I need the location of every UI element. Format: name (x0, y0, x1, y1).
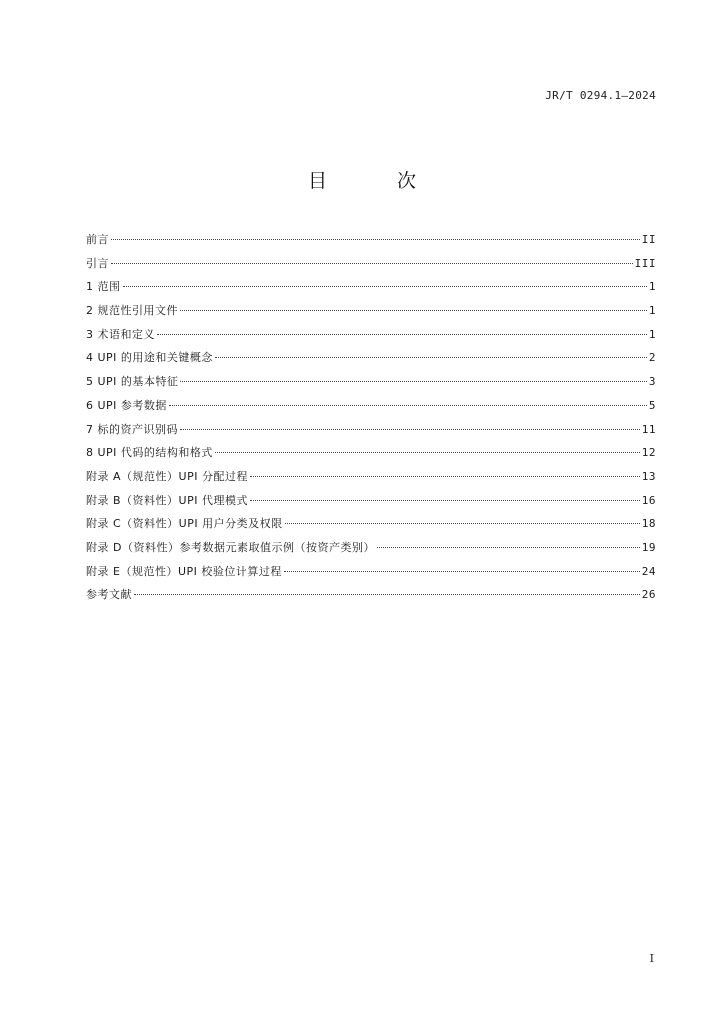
toc-leader-dots (134, 594, 640, 595)
toc-entry-label: 2 规范性引用文件 (86, 304, 178, 318)
toc-entry-annex-c[interactable] (86, 516, 656, 540)
toc-entry-label: 附录 C（资料性）UPI 用户分类及权限 (86, 517, 283, 531)
toc-entry-page: 26 (641, 588, 656, 602)
toc-entry-page: 1 (648, 304, 656, 318)
toc-leader-dots (111, 239, 640, 240)
toc-entry-annex-d[interactable] (86, 540, 656, 564)
toc-entry-introduction[interactable] (86, 256, 656, 280)
standard-code: JR/T 0294.1—2024 (545, 89, 656, 102)
toc-entry-scope[interactable] (86, 279, 656, 303)
toc-entry-terms-definitions[interactable] (86, 327, 656, 351)
toc-entry-page: 18 (641, 517, 656, 531)
toc-entry-label: 附录 E（规范性）UPI 校验位计算过程 (86, 564, 282, 578)
toc-entry-label: 附录 B（资料性）UPI 代理模式 (86, 493, 248, 507)
toc-leader-dots (180, 429, 640, 430)
page-number: I (649, 952, 654, 965)
toc-entry-label: 附录 D（资料性）参考数据元素取值示例（按资产类别） (86, 540, 375, 554)
toc-entry-page: 5 (648, 398, 656, 412)
toc-entry-annex-a[interactable] (86, 469, 656, 493)
toc-entry-label: 前言 (86, 233, 109, 246)
toc-entry-label: 4 UPI 的用途和关键概念 (86, 351, 213, 365)
toc-leader-dots (123, 286, 647, 287)
toc-entry-label: 5 UPI 的基本特征 (86, 375, 179, 389)
toc-entry-page: 19 (641, 540, 656, 554)
toc-entry-page: 11 (641, 422, 656, 436)
toc-entry-label: 引言 (86, 256, 109, 270)
toc-entry-label: 参考文献 (86, 588, 132, 602)
toc-entry-page: 13 (641, 469, 656, 483)
toc-entry-upi-basic-features[interactable] (86, 374, 656, 398)
toc-leader-dots (169, 405, 647, 406)
toc-entry-page: 1 (648, 327, 656, 341)
toc-entry-label: 6 UPI 参考数据 (86, 398, 167, 412)
toc-leader-dots (215, 452, 640, 453)
toc-leader-dots (215, 357, 647, 358)
toc-entry-annex-e[interactable] (86, 564, 656, 588)
toc-leader-dots (250, 476, 640, 477)
toc-entry-upi-code-structure[interactable] (86, 445, 656, 469)
toc-leader-dots (180, 310, 647, 311)
toc-entry-label: 8 UPI 代码的结构和格式 (86, 446, 213, 460)
toc-leader-dots (284, 571, 640, 572)
page-title: 目 次 (307, 170, 449, 192)
toc-leader-dots (377, 547, 640, 548)
toc-entry-normative-references[interactable] (86, 303, 656, 327)
toc-entry-underlying-asset-id[interactable] (86, 422, 656, 446)
toc-leader-dots (250, 500, 640, 501)
toc-entry-label: 7 标的资产识别码 (86, 422, 178, 436)
toc-entry-page: 16 (641, 493, 656, 507)
toc-entry-page: 24 (641, 564, 656, 578)
toc-leader-dots (285, 523, 640, 524)
toc-entry-label: 附录 A（规范性）UPI 分配过程 (86, 469, 248, 483)
toc-entry-page: 2 (648, 351, 656, 365)
toc-leader-dots (180, 381, 646, 382)
toc-entry-annex-b[interactable] (86, 493, 656, 517)
toc-entry-upi-usage-concepts[interactable] (86, 350, 656, 374)
toc-entry-label: 1 范围 (86, 280, 121, 294)
toc-entry-page: 3 (648, 375, 656, 389)
toc-leader-dots (111, 263, 633, 264)
toc-entry-bibliography[interactable] (86, 587, 656, 611)
toc-entry-upi-reference-data[interactable] (86, 398, 656, 422)
toc-entry-label: 3 术语和定义 (86, 327, 155, 341)
table-of-contents (86, 232, 656, 611)
toc-entry-foreword[interactable] (86, 232, 656, 256)
toc-entry-page: 1 (648, 280, 656, 294)
toc-leader-dots (157, 334, 647, 335)
toc-entry-page: 12 (641, 446, 656, 460)
toc-entry-page: III (634, 256, 656, 270)
toc-entry-page: II (641, 233, 656, 246)
